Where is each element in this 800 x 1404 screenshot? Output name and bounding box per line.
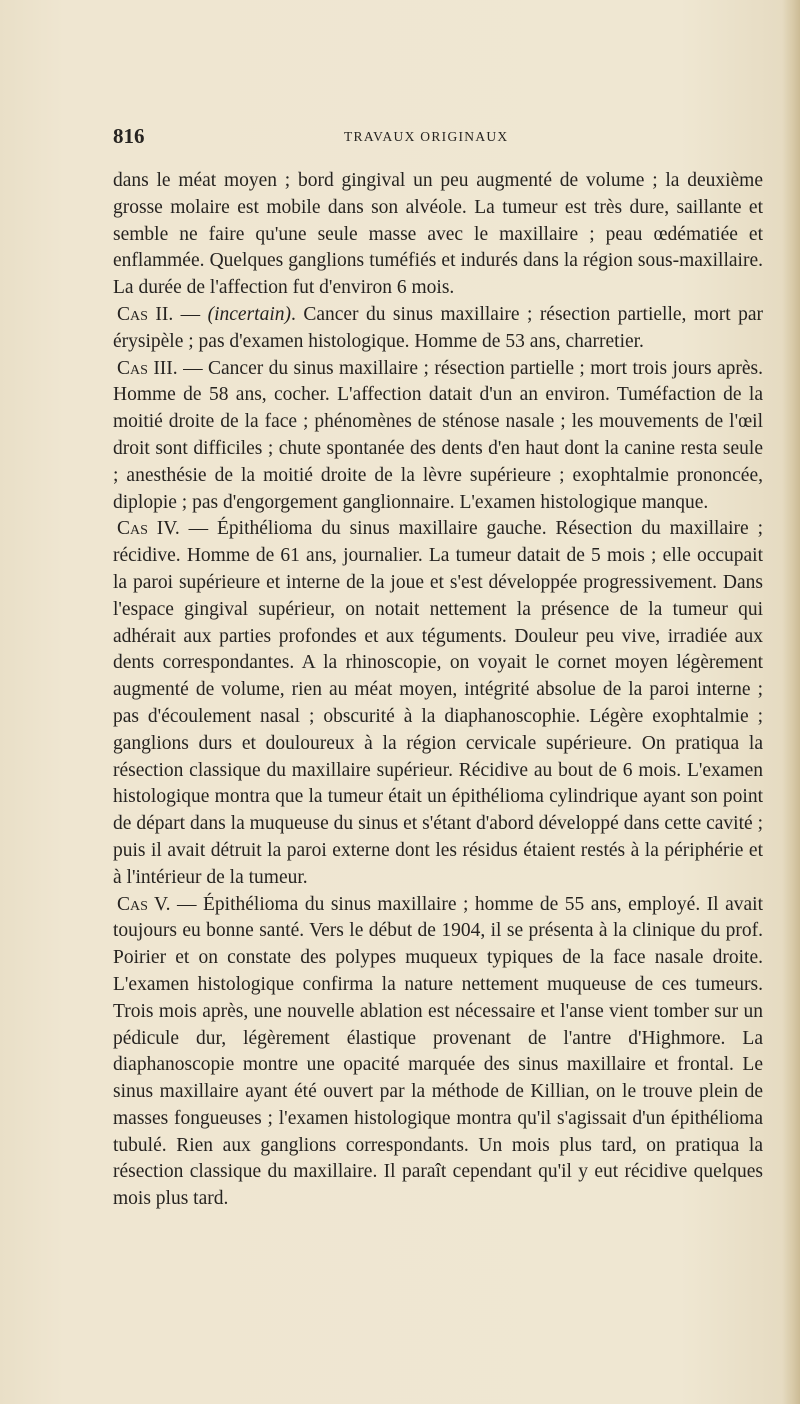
case-2-text: . Cancer du sinus maxillaire ; résection partielle, mort par érysipèle ; pas d'examen histologique. Homme de 53 ans, charretier. bbox=[113, 303, 764, 352]
case-4-text: Épithélioma du sinus maxillaire gauche. Résection du maxillaire ; récidive. Homme de 61 ans, journalier. La tumeur datait de 5 mois ; elle occupait la paroi supérieure et interne de la joue et s'est développée progressivement. Dans l'espace gingival supérieur, on notait nettement la présence de la tumeur qui adhérait aux parties profondes et aux téguments. Douleur peu vive, irradiée aux dents correspondantes. A la rhinoscopie, on voyait le cornet moyen légèrement augmenté de volume, rien au méat moyen, intégrité absolue de la paroi interne ; pas d'écoulement nasal ; obscurité à la diaphanoscophie. Légère exophtalmie ; ganglions durs et douloureux à la région cervicale supérieure. On pratiqua la résection classique du maxillaire supérieur. Récidive au bout de 6 mois. L'examen histologique montra que la tumeur était un épithélioma cylindrique ayant son point de départ dans la muqueuse du sinus et s'étant d'abord développé dans cette cavité ; puis il avait détruit la paroi externe dont les résidus étaient restés à la périphérie et à l'intérieur de la tumeur. bbox=[113, 518, 763, 888]
case-2-label: Cas II. — bbox=[117, 303, 208, 325]
paragraph-case-4 bbox=[113, 516, 763, 891]
page-edge-shadow bbox=[782, 0, 800, 1404]
case-3-label: Cas III. — bbox=[117, 357, 208, 379]
case-4-label: Cas IV. — bbox=[117, 518, 217, 540]
paragraph-case-2 bbox=[113, 302, 763, 356]
case-5-label: Cas V. — bbox=[117, 893, 204, 915]
page-number: 816 bbox=[113, 124, 145, 148]
article-body bbox=[113, 168, 763, 1213]
case-3-text: Cancer du sinus maxillaire ; résection partielle ; mort trois jours après. Homme de 58 ans, cocher. L'affection datait d'un an environ. Tuméfaction de la moitié droite de la face ; phénomènes de sténose nasale ; les mouvements de l'œil droit sont difficiles ; chute spontanée des dents d'en haut dont la canine resta seule ; anesthésie de la moitié droite de la lèvre supérieure ; exophtalmie prononcée, diplopie ; pas d'engorgement ganglionnaire. L'examen histologique manque. bbox=[113, 357, 763, 513]
page-header bbox=[113, 124, 761, 150]
paragraph-case-1-end: dans le méat moyen ; bord gingival un peu augmenté de volume ; la deuxième grosse molaire est mobile dans son alvéole. La tumeur est très dure, saillante et semble ne faire qu'une seule masse avec le maxillaire ; peau œdématiée et enflammée. Quelques ganglions tuméfiés et indurés dans la région sous-maxillaire. La durée de l'affection fut d'environ 6 mois. bbox=[113, 170, 763, 299]
paragraph-case-3 bbox=[113, 356, 763, 517]
running-head: TRAVAUX ORIGINAUX bbox=[344, 129, 509, 144]
case-5-text: Épithélioma du sinus maxillaire ; homme de 55 ans, employé. Il avait toujours eu bonne santé. Vers le début de 1904, il se présenta à la clinique du prof. Poirier et on constate des polypes muqueux typiques de la face nasale droite. L'examen histologique confirma la nature nettement muqueuse de ces tumeurs. Trois mois après, une nouvelle ablation est nécessaire et l'anse vient tomber sur un pédicule dur, légèrement élastique provenant de l'antre d'Highmore. La diaphanoscopie montre une opacité marquée des sinus maxillaire et frontal. Le sinus maxillaire ayant été ouvert par la méthode de Killian, on le trouve plein de masses fongueuses ; l'examen histologique montra qu'il s'agissait d'un épithélioma tubulé. Rien aux ganglions correspondants. Un mois plus tard, on pratiqua la résection classique du maxillaire. Il paraît cependant qu'il y eut récidive quelques mois plus tard. bbox=[113, 893, 764, 1210]
paragraph-case-5 bbox=[113, 892, 763, 1214]
case-2-qualifier: (incertain) bbox=[207, 303, 291, 325]
